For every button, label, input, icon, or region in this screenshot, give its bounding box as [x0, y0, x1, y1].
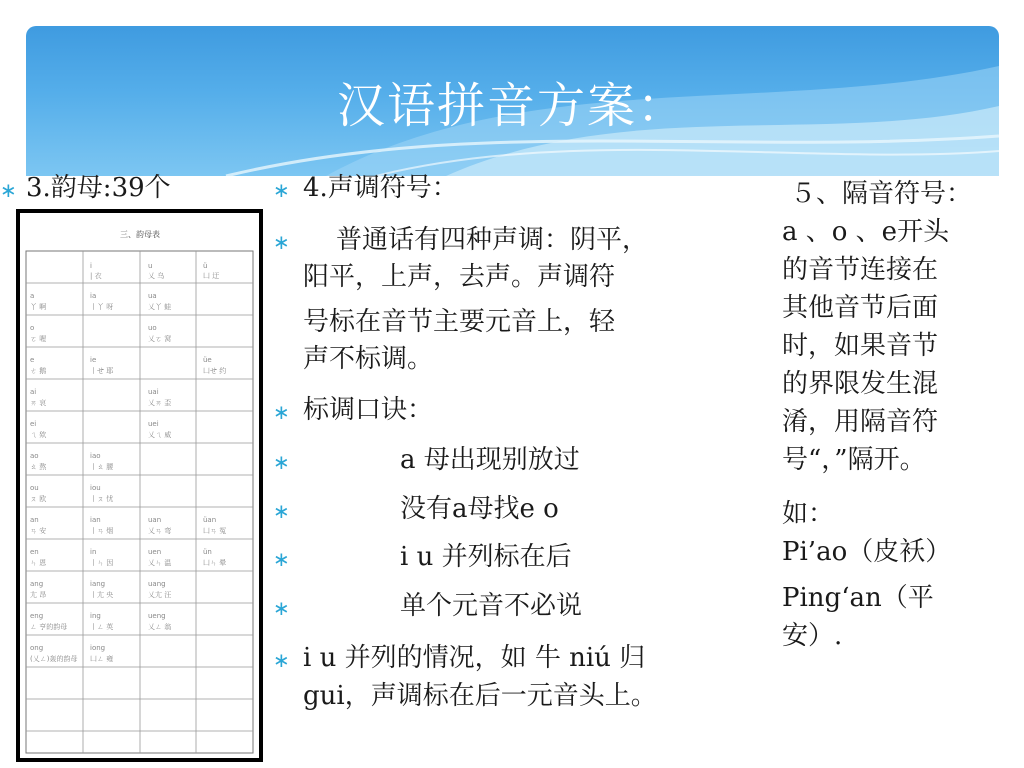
svg-text:ing: ing	[90, 612, 101, 620]
svg-text:丨ㄣ 因: 丨ㄣ 因	[90, 559, 114, 567]
svg-text:ㄠ 熬: ㄠ 熬	[30, 463, 47, 471]
bullet-icon: ∗	[273, 596, 290, 620]
example-ping-an-2: 安）.	[782, 621, 843, 651]
svg-text:en: en	[30, 548, 39, 556]
tone-description-line-1: 普通话有四种声调：阴平，	[303, 225, 649, 255]
svg-text:ㄣ 恩: ㄣ 恩	[30, 559, 47, 567]
svg-text:ueng: ueng	[148, 612, 166, 620]
bullet-icon: ∗	[273, 400, 290, 424]
rhyme-line-2: 没有a母找e o	[400, 494, 559, 524]
svg-text:uai: uai	[148, 388, 159, 396]
separator-line-1: a 、o 、e开头	[782, 217, 950, 247]
iu-rule-line-1: i u 并列的情况，如 牛 niú 归	[303, 643, 646, 673]
rhyme-line-1: a 母出现别放过	[400, 445, 580, 475]
svg-text:u: u	[148, 262, 153, 270]
tone-description-line-3: 号标在音节主要元音上，轻	[303, 307, 616, 337]
svg-text:ua: ua	[148, 292, 157, 300]
svg-text:üan: üan	[203, 516, 217, 524]
separator-line-5: 的界限发生混	[782, 369, 939, 399]
rhyme-line-4: 单个元音不必说	[400, 591, 583, 621]
separator-line-7: 号“，”隔开。	[782, 445, 926, 475]
separator-line-4: 时，如果音节	[782, 331, 939, 361]
svg-text:乂ㄞ 歪: 乂ㄞ 歪	[148, 399, 172, 407]
separator-line-8: 如：	[782, 499, 835, 529]
bullet-icon: ∗	[273, 499, 290, 523]
svg-text:凵せ 约: 凵せ 约	[203, 367, 227, 375]
svg-text:(乂ㄥ)轰的韵母: (乂ㄥ)轰的韵母	[30, 655, 78, 663]
rhyme-line-3: i u 并列标在后	[400, 542, 572, 572]
tone-rhyme-heading: 标调口诀：	[303, 395, 434, 425]
svg-text:凵 迂: 凵 迂	[203, 272, 220, 280]
bullet-icon: ∗	[273, 547, 290, 571]
bullet-icon: ∗	[273, 450, 290, 474]
svg-text:uei: uei	[148, 420, 159, 428]
svg-text:iou: iou	[90, 484, 101, 492]
slide-title: 汉语拼音方案：	[336, 78, 687, 134]
svg-text:乂 乌: 乂 乌	[148, 272, 165, 280]
svg-text:ㄟ 欸: ㄟ 欸	[30, 431, 47, 439]
svg-text:iao: iao	[90, 452, 101, 460]
finals-table-drawing	[20, 213, 259, 758]
svg-text:ㄢ 安: ㄢ 安	[30, 527, 47, 535]
separator-line-6: 淆，用隔音符	[782, 407, 939, 437]
svg-text:丨ㄥ 英: 丨ㄥ 英	[90, 623, 114, 631]
svg-text:ian: ian	[90, 516, 101, 524]
svg-text:ㄜ 鹅: ㄜ 鹅	[30, 367, 47, 375]
svg-text:in: in	[90, 548, 97, 556]
svg-text:乂尢 汪: 乂尢 汪	[148, 591, 172, 599]
svg-text:uan: uan	[148, 516, 162, 524]
tone-heading: 4.声调符号：	[303, 173, 458, 203]
svg-text:ün: ün	[203, 548, 212, 556]
svg-text:uen: uen	[148, 548, 162, 556]
svg-text:丨丫 呀: 丨丫 呀	[90, 303, 114, 311]
svg-text:üe: üe	[203, 356, 212, 364]
separator-line-3: 其他音节后面	[782, 293, 939, 323]
svg-text:i: i	[90, 262, 92, 270]
svg-text:ong: ong	[30, 644, 44, 652]
svg-text:凵ㄣ 晕: 凵ㄣ 晕	[203, 559, 227, 567]
table-caption: 三、韵母表	[120, 230, 160, 239]
svg-text:丨ㄢ 烟: 丨ㄢ 烟	[90, 527, 114, 535]
svg-text:丨尢 央: 丨尢 央	[90, 591, 114, 599]
svg-text:丨ㄠ 腰: 丨ㄠ 腰	[90, 463, 114, 471]
svg-text:uo: uo	[148, 324, 157, 332]
svg-text:ie: ie	[90, 356, 97, 364]
bullet-icon: ∗	[0, 178, 17, 202]
svg-text:iong: iong	[90, 644, 106, 652]
svg-text:乂ㄢ 弯: 乂ㄢ 弯	[148, 527, 172, 535]
separator-line-2: 的音节连接在	[782, 255, 939, 285]
svg-text:丨せ 耶: 丨せ 耶	[90, 367, 114, 375]
tone-description-line-2: 阳平，上声，去声。声调符	[303, 262, 616, 292]
svg-text:乂ㄛ 窝: 乂ㄛ 窝	[148, 335, 172, 343]
svg-text:| 衣: | 衣	[90, 272, 102, 280]
svg-text:ao: ao	[30, 452, 39, 460]
separator-heading: ５、隔音符号：	[790, 179, 973, 209]
svg-text:e: e	[30, 356, 35, 364]
tone-description-line-4: 声不标调。	[303, 344, 434, 374]
iu-rule-line-2: gui，声调标在后一元音头上。	[303, 681, 657, 711]
svg-text:ia: ia	[90, 292, 97, 300]
finals-heading: 3.韵母:39个	[26, 173, 171, 203]
svg-text:乂丫 蛙: 乂丫 蛙	[148, 303, 172, 311]
svg-text:ai: ai	[30, 388, 37, 396]
bullet-icon: ∗	[273, 178, 290, 202]
svg-text:ou: ou	[30, 484, 39, 492]
svg-text:ㄞ 哀: ㄞ 哀	[30, 399, 47, 407]
svg-text:iang: iang	[90, 580, 106, 588]
svg-text:凵ㄢ 冤: 凵ㄢ 冤	[203, 527, 227, 535]
svg-text:凵ㄥ 雍: 凵ㄥ 雍	[90, 655, 114, 663]
svg-text:o: o	[30, 324, 35, 332]
svg-text:ang: ang	[30, 580, 44, 588]
svg-text:乂ㄣ 温: 乂ㄣ 温	[148, 559, 172, 567]
bullet-icon: ∗	[273, 230, 290, 254]
svg-text:eng: eng	[30, 612, 44, 620]
svg-text:丨ㄡ 忧: 丨ㄡ 忧	[90, 495, 114, 503]
svg-text:乂ㄟ 威: 乂ㄟ 威	[148, 431, 172, 439]
example-pi-ao: Pi’ao（皮袄）	[782, 537, 952, 567]
svg-text:an: an	[30, 516, 39, 524]
finals-table-image	[16, 209, 263, 762]
svg-text:ㄥ 亨的韵母: ㄥ 亨的韵母	[30, 623, 68, 631]
svg-text:丫 啊: 丫 啊	[30, 303, 47, 311]
example-ping-an-1: Ping‘an（平	[782, 583, 934, 613]
bullet-icon: ∗	[273, 648, 290, 672]
svg-text:ü: ü	[203, 262, 208, 270]
svg-text:乂ㄥ 翁: 乂ㄥ 翁	[148, 623, 172, 631]
svg-text:a: a	[30, 292, 35, 300]
svg-text:尢 昂: 尢 昂	[30, 591, 47, 599]
svg-text:ㄡ 欧: ㄡ 欧	[30, 495, 47, 503]
svg-text:ㄛ 喔: ㄛ 喔	[30, 335, 47, 343]
svg-text:ei: ei	[30, 420, 37, 428]
svg-text:uang: uang	[148, 580, 166, 588]
